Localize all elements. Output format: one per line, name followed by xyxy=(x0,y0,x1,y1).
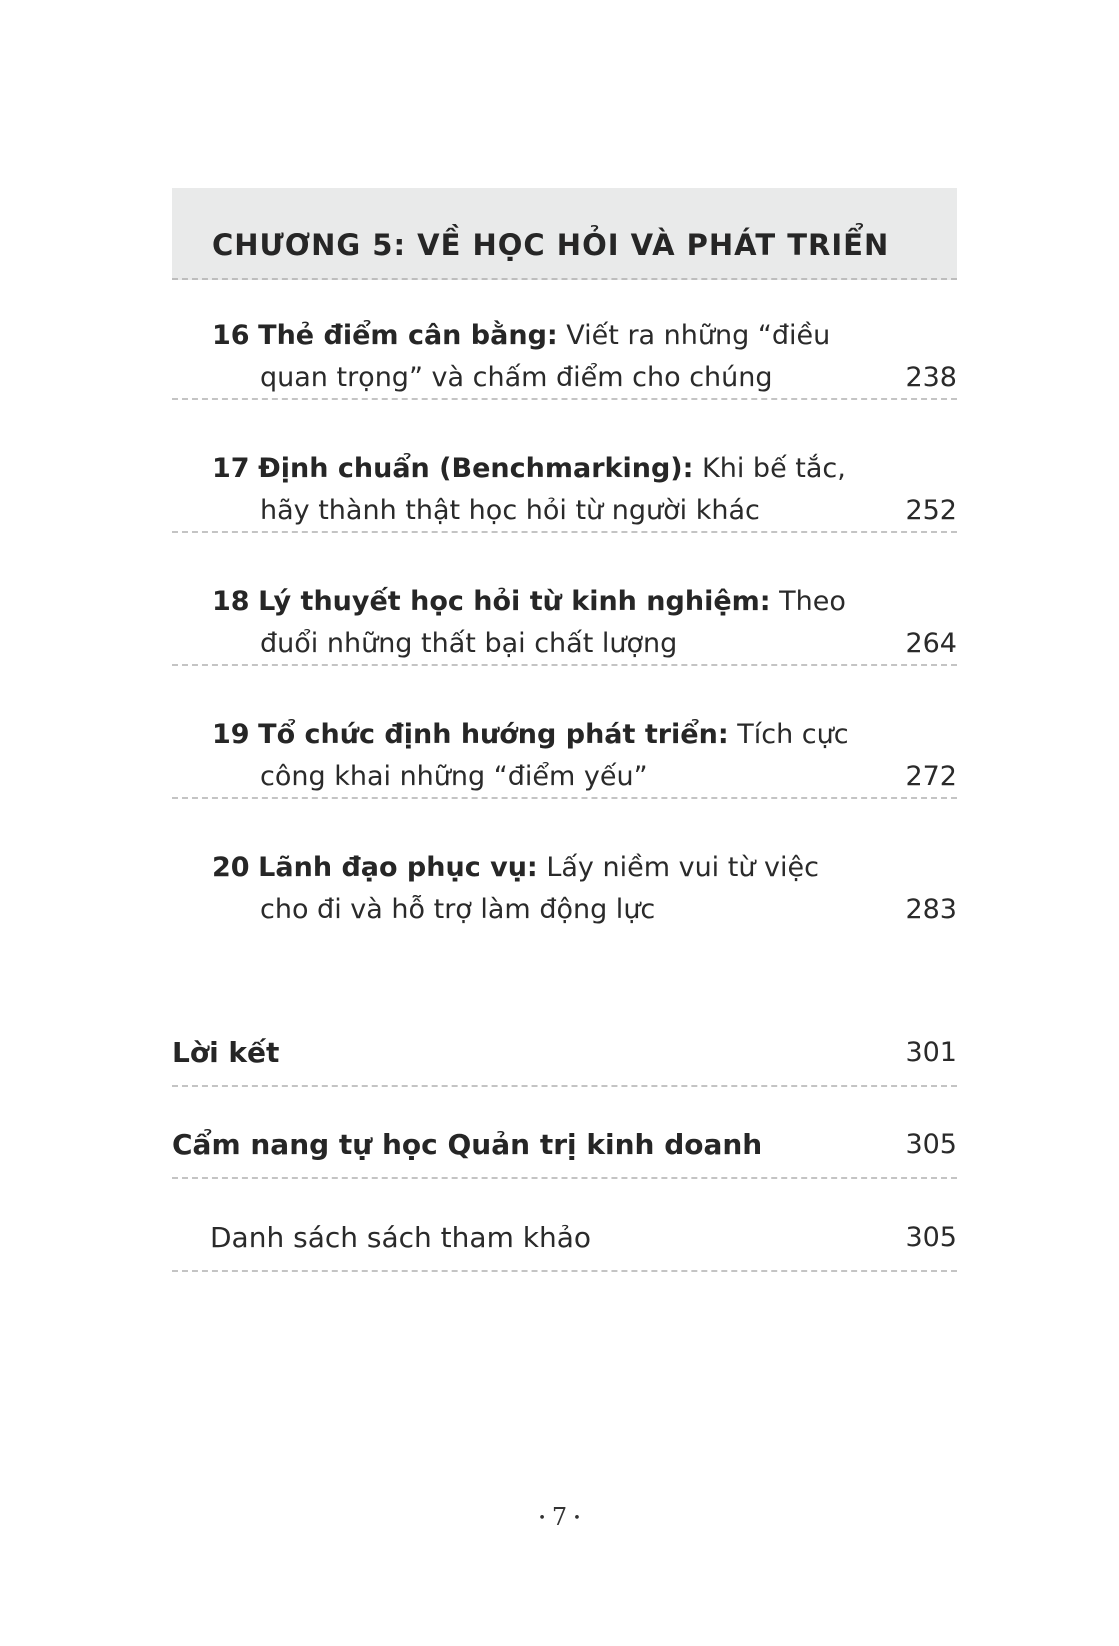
page-footer xyxy=(0,1503,1119,1531)
entry-subtitle-start: Theo xyxy=(779,586,846,617)
entry-title: Lý thuyết học hỏi từ kinh nghiệm: xyxy=(258,586,771,617)
entry-line1 xyxy=(212,449,846,489)
entry-subtitle-end: hãy thành thật học hỏi từ người khác xyxy=(260,495,760,526)
entry-page-number: 238 xyxy=(905,362,957,393)
entry-line1 xyxy=(212,316,830,356)
entry-subtitle-start: Lấy niềm vui từ việc xyxy=(546,852,819,883)
entry-title: Thẻ điểm cân bằng: xyxy=(258,320,558,351)
toc-entry-19[interactable] xyxy=(172,715,957,799)
chapter-title: CHƯƠNG 5: VỀ HỌC HỎI VÀ PHÁT TRIỂN xyxy=(212,228,890,262)
footer-ornament-left: • xyxy=(538,1511,546,1526)
entry-page-number: 305 xyxy=(905,1222,957,1253)
entry-label: Cẩm nang tự học Quản trị kinh doanh xyxy=(172,1128,763,1161)
entry-page-number: 305 xyxy=(905,1129,957,1160)
entry-title: Tổ chức định hướng phát triển: xyxy=(258,719,729,750)
entry-page-number: 301 xyxy=(905,1037,957,1068)
toc-entry-loi-ket[interactable] xyxy=(172,1025,957,1087)
entry-subtitle-start: Khi bế tắc, xyxy=(702,453,846,484)
entry-label: Lời kết xyxy=(172,1036,280,1069)
entry-subtitle-end: quan trọng” và chấm điểm cho chúng xyxy=(260,362,773,393)
entry-title: Định chuẩn (Benchmarking): xyxy=(258,453,694,484)
entry-number: 20 xyxy=(212,852,250,883)
page-number: 7 xyxy=(551,1503,568,1531)
entry-page-number: 272 xyxy=(905,761,957,792)
entry-number: 19 xyxy=(212,719,250,750)
entry-number: 18 xyxy=(212,586,250,617)
entry-subtitle-start: Viết ra những “điều xyxy=(566,320,831,351)
entry-subtitle-start: Tích cực xyxy=(737,719,849,750)
toc-entry-20[interactable] xyxy=(172,848,957,930)
toc-entry-16[interactable] xyxy=(172,316,957,400)
entry-line1 xyxy=(212,848,819,888)
entry-subtitle-end: đuổi những thất bại chất lượng xyxy=(260,628,678,659)
entry-page-number: 264 xyxy=(905,628,957,659)
toc-entry-danh-sach[interactable] xyxy=(172,1210,957,1272)
entry-page-number: 283 xyxy=(905,894,957,925)
entry-number: 16 xyxy=(212,320,250,351)
toc-entry-18[interactable] xyxy=(172,582,957,666)
entry-subtitle-end: công khai những “điểm yếu” xyxy=(260,761,648,792)
footer-ornament-right: • xyxy=(573,1511,581,1526)
toc-entry-cam-nang[interactable] xyxy=(172,1117,957,1179)
entry-subtitle-end: cho đi và hỗ trợ làm động lực xyxy=(260,894,656,925)
entry-title: Lãnh đạo phục vụ: xyxy=(258,852,538,883)
toc-entry-17[interactable] xyxy=(172,449,957,533)
entry-label: Danh sách sách tham khảo xyxy=(210,1221,591,1254)
entry-line1 xyxy=(212,715,849,755)
entry-number: 17 xyxy=(212,453,250,484)
entry-page-number: 252 xyxy=(905,495,957,526)
chapter-header xyxy=(172,188,957,280)
entry-line1 xyxy=(212,582,846,622)
